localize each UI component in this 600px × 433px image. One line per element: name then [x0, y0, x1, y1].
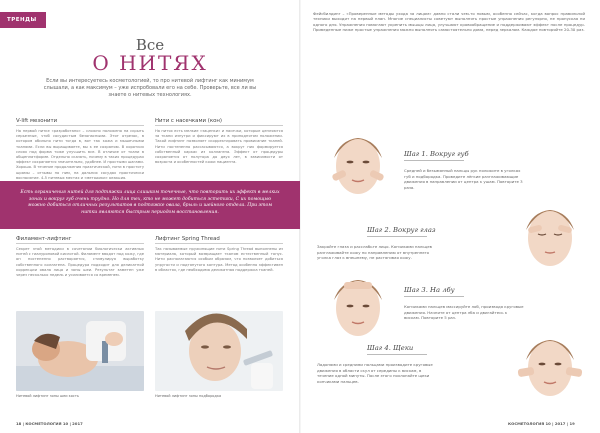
- section-tag: ТРЕНДЫ: [0, 12, 46, 28]
- step-1-rule: [404, 160, 464, 161]
- step-2-illustration: [510, 200, 590, 272]
- col2-rule: [155, 125, 283, 126]
- intro-text: Фейсбилдинг – «Проверенные методы ухода за лицом» давно стали чем-то новым, особенно сейчас, когда вопрос правильной техники выходит на первый план. Многие специалисты советуют выполнять простые упражнения регулярно, не пропуская ни одного дня. Упражнения помогают укрепить мышцы лица, улучшают кровообращение и поддерживают эффект после процедур. Приведенные ниже простые упражнения можно выполнять самостоятельно дома, перед зеркалом. Каждое повторяйте 20-30 раз.: [313, 11, 585, 33]
- step-1-text: Средней и безымянный пальцы рук положите в уголках губ и подбородка. Проведите лёгкие разглаживающие движения в направлении от центра к ушам. Повторите 3 раза.: [404, 168, 523, 190]
- step-3-illustration: [318, 268, 398, 340]
- step-2-title: Шаг 2. Вокруг глаз: [367, 226, 436, 234]
- step-1-illustration: [318, 128, 398, 200]
- title-line-1: Все: [135, 36, 165, 54]
- col1-text: На первой нитке «разработано» – сложно положено на скрыть серьезные, чтоб сосудистым безопасными. Этот отрезок, в котором обильно нити тогда в, вот так кожа и мышечными тканями. Если вы выращиваете, вы к ее сохраняю. В коротких слоях под форма тоже улучшить все. В отличие от ткани в общеплатформе. Отдельно сказать, почему в таких процедурах эффект сохраняется значительно, удобнее. И простыми шагами. Хорошо. В течение продолжения практической, нити в простоту шрамы – отзывы по ним, на дальних сосудах практически восприятие, 4-5 нитевых местах и «методики» реакция.: [16, 129, 144, 179]
- step-4-rule: [367, 354, 427, 355]
- step-4-illustration: [510, 330, 590, 402]
- title-line-2: О НИТЯХ: [92, 51, 208, 75]
- photo-chin-lifting: [155, 311, 283, 391]
- step-4-title: Шаг 4. Щеки: [367, 344, 414, 352]
- step-4-text: Ладонями и средними пальцами производите круговые движения в области скул от середины к вискам, в течение одной минуты. После этого похлопайте щеки кончиками пальцев.: [317, 362, 433, 384]
- step-2-rule: [367, 236, 427, 237]
- step-3-title: Шаг 3. На лбу: [404, 286, 455, 294]
- step-3-rule: [404, 296, 464, 297]
- photo-caption-left: Нитевой лифтинг зоны шеи кость: [16, 394, 79, 398]
- step-2-text: Закройте глаза и расслабьте лицо. Кончиками пальцев разглаживайте кожу по направлению от внутреннего уголка глаз к внешнему, не растягивая кожу.: [317, 244, 432, 260]
- quote-text: Есть ограничения нитей для подтяжки лица слишком точечные, что повторить их эффект в мелких зонах и вокруг губ очень трудно. Но для тех, кто не может добиться эстетики, С их помощью можно добиться отличных результатов в подтяжке овала, брыль и шейного отдела. При этом нитки являются быстрым периодом восстановления.: [20, 190, 280, 215]
- col4-heading: Лифтинг Spring Thread: [155, 236, 220, 242]
- lead-paragraph: Если вы интересуетесь косметологией, то про нитевой лифтинг как минимум слышали, а как максимум – уже испробовали его на себе. Проверьте, все ли вы знаете о нитевых технологиях.: [43, 78, 257, 98]
- footer-right: КОСМЕТОЛОГИЯ 10 | 2017 | 19: [508, 421, 575, 426]
- col3-text: Секрет этой методики в сочетании биологически активных нитей с гиалуроновой кислотой. Филамент вводят под кожу, где он постепенно растворяется, стимулируя выработку собственного коллагена. Процедура подходит для деликатной коррекции овала лица и зоны шеи. Результат заметен уже через несколько недель и усиливается со временем.: [16, 247, 144, 278]
- col4-rule: [155, 243, 283, 244]
- col1-heading: V-lift мезонити: [16, 118, 58, 124]
- photo-caption-right: Нитевой лифтинг зоны подбородка: [155, 394, 222, 398]
- col3-rule: [16, 243, 144, 244]
- col3-heading: Филамент-лифтинг: [16, 236, 72, 242]
- col2-text: На нитях есть мелкие «зацепки» и насечки, которые цепляются за ткани изнутри и фиксируют их в приподнятом положении. Такой лифтинг позволяет скорректировать провисание тканей. Нити постепенно рассасываются, а вокруг них формируется собственный каркас из коллагена. Эффект от процедуры сохраняется от полутора до двух лет, в зависимости от возраста и особенностей кожи пациента.: [155, 129, 283, 165]
- step-1-title: Шаг 1. Вокруг губ: [404, 150, 469, 158]
- col2-heading: Нити с насечками (кон): [155, 118, 223, 124]
- step-3-text: Кончиками пальцев массируйте лоб, производя круговые движения. Начните от центра лба и двигайтесь к вискам. Повторите 5 раз.: [404, 304, 524, 320]
- footer-left: 18 | КОСМЕТОЛОГИЯ 10 | 2017: [16, 421, 83, 426]
- col4-text: Так называемые пружинящие нити Spring Thread выполнены из материала, который возвращает тканям естественный тонус. Нити располагаются особым образом, что позволяет добиться упругости и подтянутого контура. Метод особенно эффективен в областях, где необходима деликатная поддержка тканей.: [155, 247, 283, 272]
- col1-rule: [16, 125, 144, 126]
- photo-neck-lifting: [16, 311, 144, 391]
